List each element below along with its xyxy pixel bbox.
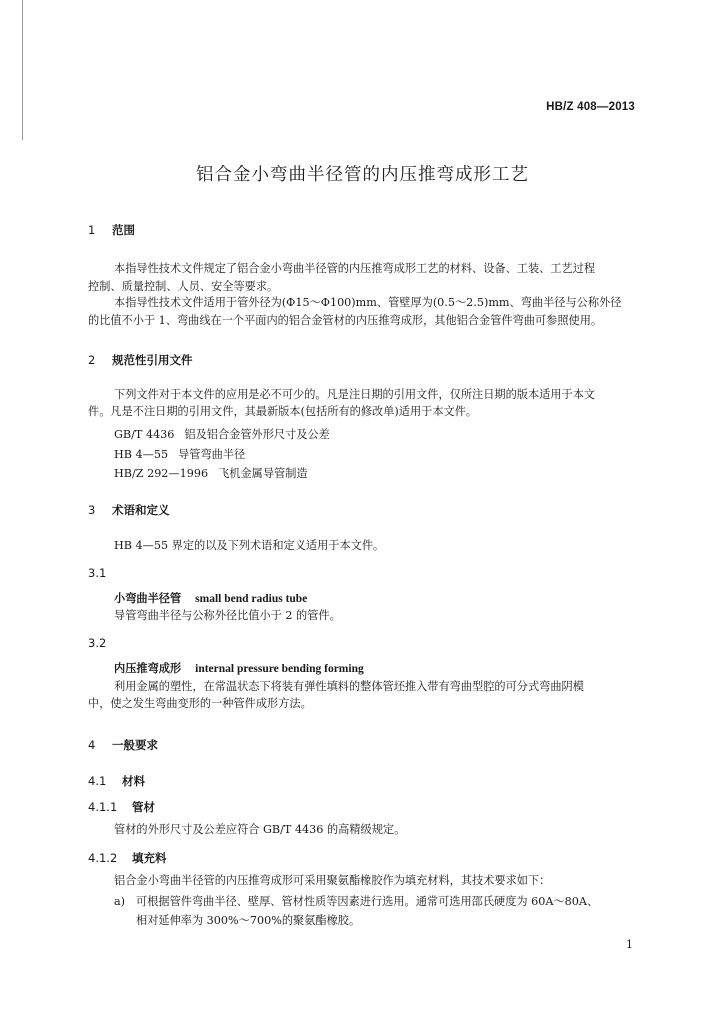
list-marker: a) [114, 895, 126, 908]
section-2-heading [88, 352, 193, 368]
term-number: 3.2 [88, 636, 107, 650]
page-number: 1 [626, 938, 633, 951]
term-entry [114, 590, 307, 606]
term-chinese: 小弯曲半径管 [114, 592, 182, 605]
subsection-4-1-2-heading [88, 850, 167, 866]
section-title: 材料 [122, 774, 146, 788]
section-title: 术语和定义 [112, 503, 170, 517]
reference-item [114, 465, 308, 481]
subsection-4-1-heading [88, 773, 145, 789]
paragraph-line: 管材的外形尺寸及公差应符合 GB/T 4436 的高精级规定。 [114, 823, 406, 836]
term-definition: 导管弯曲半径与公称外径比值小于 2 的管件。 [114, 609, 341, 622]
scan-edge-line [22, 0, 23, 140]
section-1-heading [88, 222, 135, 238]
paragraph-line: 下列文件对于本文件的应用是必不可少的。凡是注日期的引用文件，仅所注日期的版本适用于本文 [114, 388, 596, 401]
term-entry [114, 660, 364, 676]
paragraph-line: HB 4—55 界定的以及下列术语和定义适用于本文件。 [114, 539, 385, 552]
section-number: 4.1 [88, 774, 107, 788]
section-title: 填充料 [132, 851, 167, 865]
reference-title: 飞机金属导管制造 [218, 467, 308, 480]
reference-code: HB 4—55 [114, 448, 169, 461]
subsection-4-1-1-heading [88, 799, 155, 815]
list-item-text: 可根据管件弯曲半径、壁厚、管材性质等因素进行选用。通常可选用邵氏硬度为 60A～80A、 [136, 895, 599, 908]
section-number: 1 [88, 223, 96, 237]
section-title: 规范性引用文件 [112, 353, 193, 367]
section-4-heading [88, 737, 158, 753]
term-chinese: 内压推弯成形 [114, 662, 182, 675]
reference-item [114, 426, 330, 442]
paragraph-line: 控制、质量控制、人员、安全等要求。 [88, 280, 279, 293]
term-number: 3.1 [88, 566, 107, 580]
term-definition: 利用金属的塑性，在常温状态下将装有弹性填料的整体管坯推入带有弯曲型腔的可分式弯曲阴模 [114, 680, 584, 693]
term-definition: 中，使之发生弯曲变形的一种管件成形方法。 [88, 697, 312, 710]
section-number: 4.1.1 [88, 800, 118, 814]
section-number: 4 [88, 738, 96, 752]
section-number: 2 [88, 353, 96, 367]
reference-item [114, 446, 245, 462]
reference-title: 导管弯曲半径 [178, 448, 246, 461]
paragraph-line: 本指导性技术文件规定了铝合金小弯曲半径管的内压推弯成形工艺的材料、设备、工装、工艺过程 [114, 262, 596, 275]
section-number: 4.1.2 [88, 851, 118, 865]
list-item-continuation [114, 912, 360, 928]
standard-number: HB/Z 408—2013 [546, 101, 635, 113]
paragraph-line: 本指导性技术文件适用于管外径为(Φ15～Φ100)mm、管壁厚为(0.5～2.5)mm、弯曲半径与公称外径 [114, 296, 622, 309]
term-english: small bend radius tube [195, 593, 308, 605]
document-title: 铝合金小弯曲半径管的内压推弯成形工艺 [196, 165, 529, 185]
reference-code: GB/T 4436 [114, 428, 175, 441]
section-title: 一般要求 [112, 738, 159, 752]
list-item-text: 相对延伸率为 300%～700%的聚氨酯橡胶。 [136, 914, 361, 927]
term-english: internal pressure bending forming [195, 663, 364, 675]
section-number: 3 [88, 503, 96, 517]
paragraph-line: 件。凡是不注日期的引用文件，其最新版本(包括所有的修改单)适用于本文件。 [88, 405, 478, 418]
list-item [114, 893, 598, 909]
reference-code: HB/Z 292—1996 [114, 467, 209, 480]
paragraph-line: 的比值不小于 1、弯曲线在一个平面内的铝合金管材的内压推弯成形，其他铝合金管件弯曲可参照使用。 [88, 314, 603, 327]
section-title: 范围 [112, 223, 136, 237]
paragraph-line: 铝合金小弯曲半径管的内压推弯成形可采用聚氨酯橡胶作为填充材料，其技术要求如下： [114, 874, 551, 887]
section-3-heading [88, 502, 170, 518]
section-title: 管材 [132, 800, 156, 814]
reference-title: 铝及铝合金管外形尺寸及公差 [184, 428, 330, 441]
